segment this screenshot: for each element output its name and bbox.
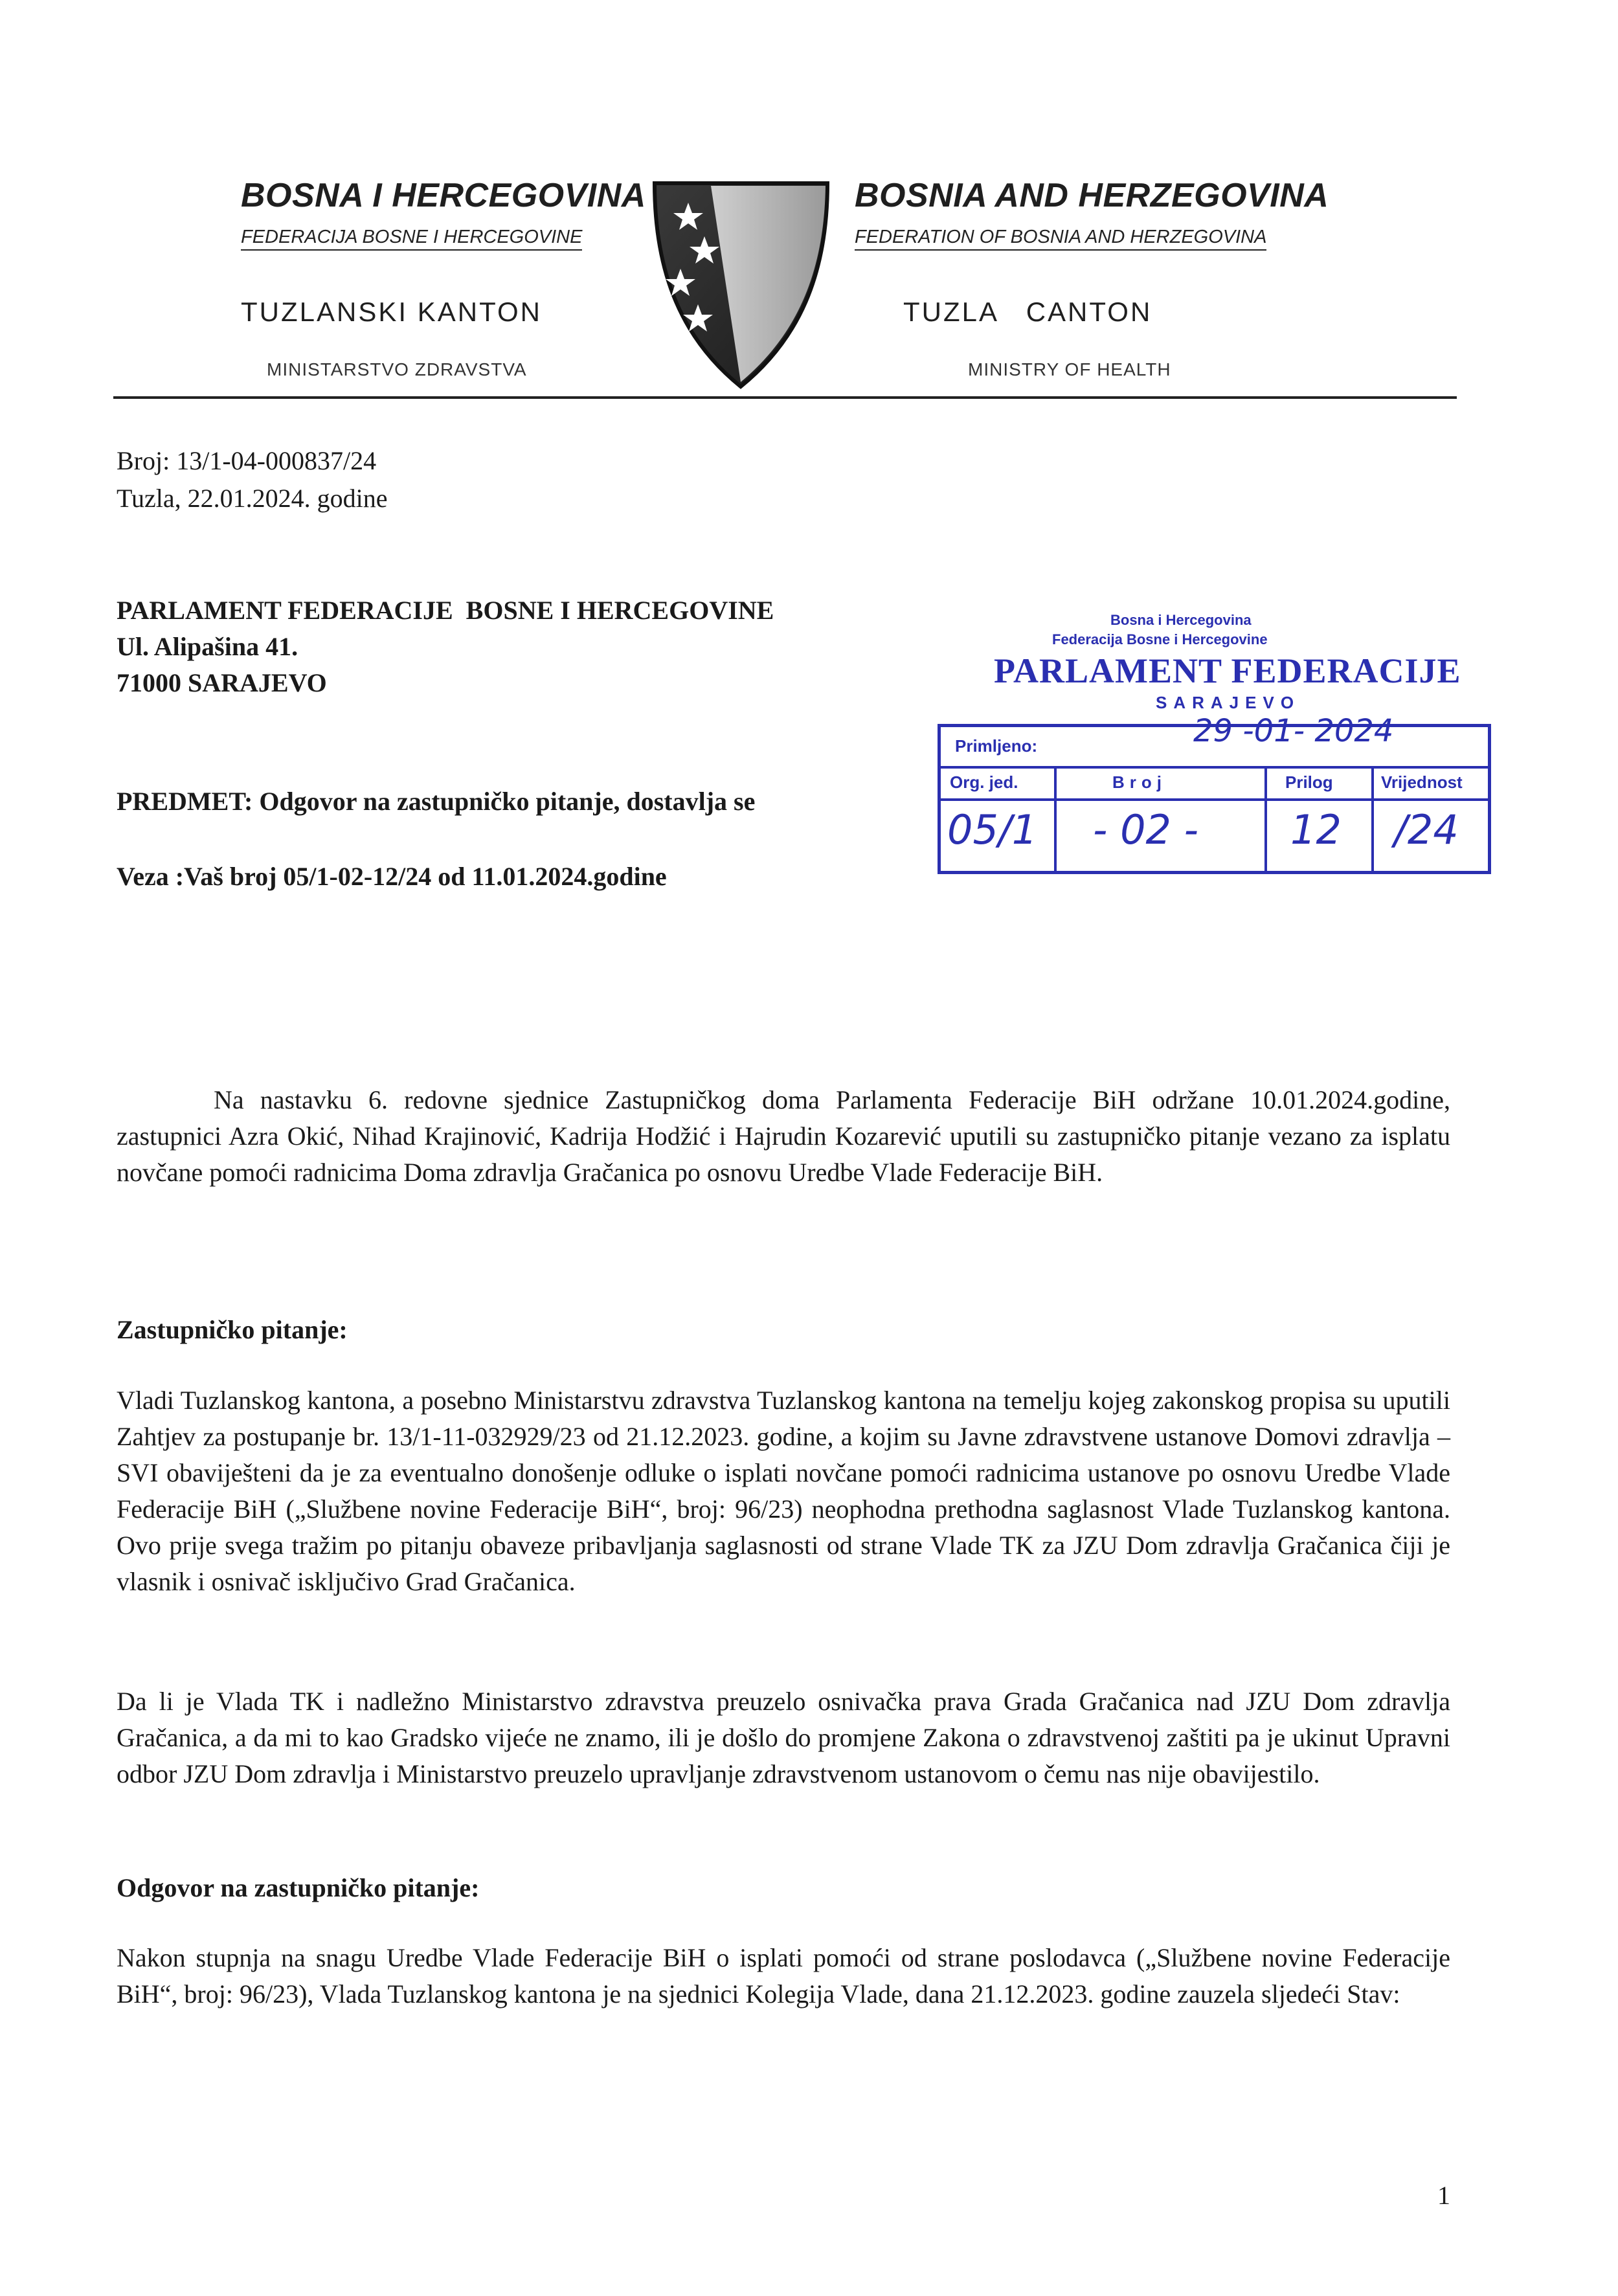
stamp-received-row — [941, 713, 1488, 769]
question-paragraph-1: Vladi Tuzlanskog kantona, a posebno Ministarstvu zdravstva Tuzlanskog kantona na temelju kojeg zakonskog propisa su uputili Zahtjev za postupanje br. 13/1-11-032929/23 od 21.12.2023. godine, a kojim su Javne zdravstvene ustanove Domovi zdravlja – SVI obaviješteni da je za eventualno donošenje odluke o isplati novčane pomoći radnicima ustanove po osnovu Uredbe Vlade Federacije BiH („Službene novine Federacije BiH“, broj: 96/23) neophodna prethodna saglasnost Vlade Tuzlanskog kantona. Ovo prije svega tražim po pitanju obaveze pribavljanja saglasnosti od strane Vlade TK za JZU Dom zdravlja Gračanica čiji je vlasnik i osnivač isključivo Grad Gračanica. — [117, 1386, 1450, 1596]
stamp-country: Bosna i Hercegovina — [1110, 612, 1252, 628]
stamp-title: PARLAMENT FEDERACIJE — [994, 651, 1461, 690]
subject-predmet: PREDMET: Odgovor na zastupničko pitanje, dostavlja se — [117, 787, 756, 816]
reference-number: Broj: 13/1-04-000837/24 — [117, 446, 377, 475]
stamp-col-broj: Broj — [1112, 772, 1167, 792]
body-intro: Na nastavku 6. redovne sjednice Zastupničkog doma Parlamenta Federacije BiH održane 10.01.2024.godine, zastupnici Azra Okić, Nihad Krajinović, Kadrija Hodžić i Hajrudin Kozarević uputili su zastupničko pitanje vezano za isplatu novčane pomoći radnicima Doma zdravlja Gračanica po osnovu Uredbe Vlade Federacije BiH. — [117, 1085, 1450, 1187]
stamp-col-org: Org. jed. — [950, 772, 1018, 792]
stamp-val-broj: - 02 - — [1093, 806, 1199, 853]
stamp-value-row — [941, 798, 1488, 871]
stamp-federation: Federacija Bosne i Hercegovine — [1052, 631, 1268, 647]
subject-veza: Veza :Vaš broj 05/1-02-12/24 od 11.01.2024.godine — [117, 862, 667, 891]
stamp-header-row — [941, 766, 1488, 801]
stamp-received-date: 29 -01- 2024 — [1193, 713, 1394, 749]
stamp-val-vrijednost: /24 — [1394, 806, 1459, 853]
coat-of-arms-icon — [649, 178, 833, 392]
answer-paragraph-1: Nakon stupnja na snagu Uredbe Vlade Federacije BiH o isplati pomoći od strane poslodavca („Službene novine Federacije BiH“, broj: 96/23), Vlada Tuzlanskog kantona je na sjednici Kolegija Vlade, dana 21.12.2023. godine zauzela sljedeći Stav: — [117, 1943, 1450, 2009]
question-paragraph-2: Da li je Vlada TK i nadležno Ministarstvo zdravstva preuzelo osnivačka prava Grada Gračanica nad JZU Dom zdravlja Gračanica, a da mi to kao Gradsko vijeće ne znamo, ili je došlo do promjene Zakona o zdravstvenoj zaštiti pa je ukinut Upravni odbor JZU Dom zdravlja i Ministarstvo preuzelo upravljanje zdravstvenom ustanovom o čemu nas nije obavijestilo. — [117, 1687, 1450, 1788]
stamp-col-prilog: Prilog — [1285, 772, 1333, 792]
header-federation-en: FEDERATION OF BOSNIA AND HERZEGOVINA — [855, 227, 1266, 251]
header-ministry-bs: MINISTARSTVO ZDRAVSTVA — [267, 359, 527, 379]
stamp-city: SARAJEVO — [1156, 693, 1301, 712]
header-ministry-en: MINISTRY OF HEALTH — [968, 359, 1171, 379]
reference-place-date: Tuzla, 22.01.2024. godine — [117, 484, 388, 513]
question-heading: Zastupničko pitanje: — [117, 1315, 348, 1344]
stamp-col-vrijednost: Vrijednost — [1381, 772, 1463, 792]
answer-heading: Odgovor na zastupničko pitanje: — [117, 1873, 480, 1902]
header-country-bs: BOSNA I HERCEGOVINA — [241, 177, 646, 214]
stamp-val-prilog: 12 — [1290, 806, 1342, 853]
stamp-received-label: Primljeno: — [955, 736, 1038, 756]
header-federation-bs: FEDERACIJA BOSNE I HERCEGOVINE — [241, 227, 582, 251]
header-canton-en: TUZLA CANTON — [903, 297, 1152, 327]
page-number: 1 — [1437, 2181, 1450, 2210]
recipient-street: Ul. Alipašina 41. — [117, 632, 298, 661]
stamp-val-org: 05/1 — [947, 806, 1038, 853]
header-divider — [113, 396, 1457, 399]
stamp-table — [938, 713, 1491, 874]
recipient-name: PARLAMENT FEDERACIJE BOSNE I HERCEGOVINE — [117, 596, 774, 625]
header-canton-bs: TUZLANSKI KANTON — [241, 297, 542, 327]
recipient-city: 71000 SARAJEVO — [117, 668, 327, 697]
header-country-en: BOSNIA AND HERZEGOVINA — [855, 177, 1329, 214]
